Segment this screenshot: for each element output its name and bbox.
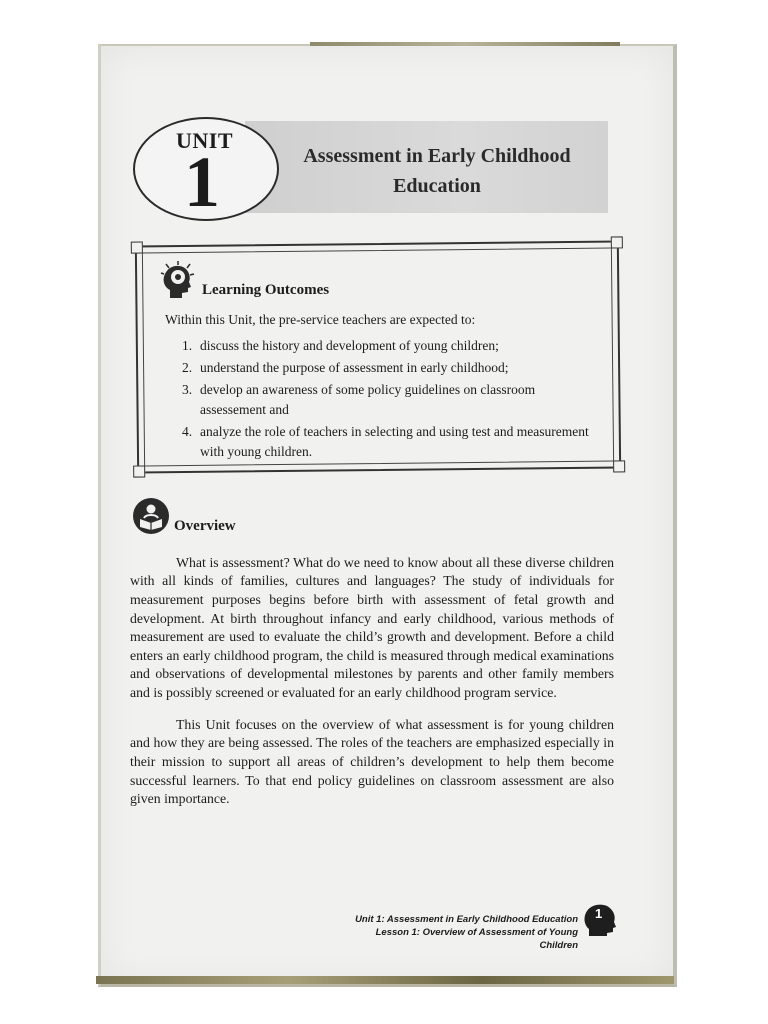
unit-title-line-2: Education — [393, 175, 481, 197]
overview-paragraph-2: This Unit focuses on the overview of what assessment is for young children and how they are being assessed. The roles of the teachers are emphasized especially in their mission to support all areas of children’s development to help them become successful learners. To that end policy guidelines on classroom assessment are also given importance. — [130, 716, 614, 807]
page-number: 1 — [595, 906, 603, 921]
unit-title-line-1: Assessment in Early Childhood — [303, 145, 571, 167]
list-item-number: 2. — [182, 360, 193, 375]
learning-outcomes-heading: Learning Outcomes — [202, 282, 330, 298]
list-item — [182, 358, 602, 378]
list-item — [182, 422, 602, 462]
unit-number: 1 — [184, 142, 220, 222]
page-footer — [350, 913, 578, 952]
list-item — [182, 380, 602, 420]
learning-outcomes-intro: Within this Unit, the pre-service teachers are expected to: — [165, 312, 476, 327]
list-item — [182, 336, 602, 356]
frame-corner — [613, 460, 625, 472]
list-item-number: 4. — [182, 424, 193, 439]
unit-label: UNIT — [176, 128, 234, 153]
overview-heading: Overview — [174, 518, 236, 534]
frame-corner — [611, 236, 623, 248]
footer-lesson-line: Lesson 1: Overview of Assessment of Young Children — [375, 927, 578, 951]
page-edge-top — [310, 42, 620, 46]
head-gear-icon — [160, 260, 196, 300]
list-item-text: analyze the role of teachers in selecting and using test and measurement with young children. — [200, 424, 589, 459]
page-edge-bottom — [96, 976, 674, 984]
overview-paragraph-1: What is assessment? What do we need to know about all these diverse children with all kinds of families, cultures and languages? The study of individuals for measurement purposes begins before birth with assessment of fetal growth and development. At birth throughout infancy and early childhood, various methods of measurement are used to evaluate the child’s growth and development. Before a child enters an early childhood program, the child is measured through medical examinations and observations of developmental milestones by parents and other family members and is possibly screened or evaluated for an early childhood program service. — [130, 554, 614, 700]
frame-corner — [133, 465, 145, 477]
reader-icon — [132, 497, 170, 535]
list-item-text: develop an awareness of some policy guidelines on classroom assessement and — [200, 382, 536, 417]
footer-unit-line: Unit 1: Assessment in Early Childhood Education — [355, 914, 578, 925]
list-item-text: discuss the history and development of young children; — [200, 338, 499, 353]
list-item-number: 3. — [182, 382, 193, 397]
list-item-number: 1. — [182, 338, 193, 353]
unit-title — [282, 141, 592, 201]
frame-corner — [131, 241, 143, 253]
list-item-text: understand the purpose of assessment in early childhood; — [200, 360, 509, 375]
learning-outcomes-list — [182, 336, 602, 464]
